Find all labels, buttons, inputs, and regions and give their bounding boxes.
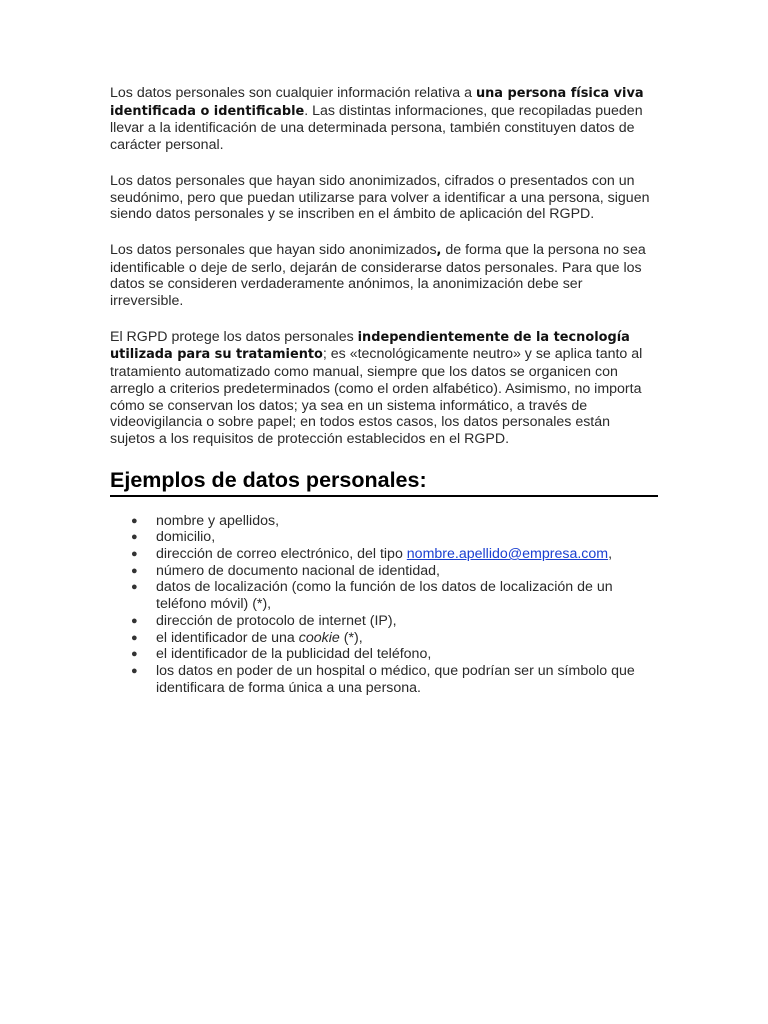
text-segment: ; es «tecnológicamente neutro» y se aplica tanto al tratamiento automatizado como manual, siempre que los datos se organicen con arreglo a criterios predeterminados (como el orden alfabético). Asimismo, no importa cómo se conservan los datos; ya sea en un sistema informático, a través de videovigilancia o sobre papel; en todos estos casos, los datos personales están sujetos a los requisitos de protección establecidos en el RGPD. — [110, 346, 643, 447]
text-segment: Los datos personales que hayan sido anonimizados — [110, 241, 437, 258]
bullet-icon: ● — [131, 531, 138, 544]
text-segment: número de documento nacional de identidad, — [156, 562, 440, 579]
examples-list — [110, 513, 658, 697]
text-segment: el identificador de la publicidad del teléfono, — [156, 646, 432, 663]
text-segment: Los datos personales que hayan sido anonimizados, cifrados o presentados con un seudónimo, pero que puedan utilizarse para volver a identificar a una persona, siguen siendo datos personales y se inscriben en el ámbito de aplicación del RGPD. — [110, 172, 650, 223]
paragraph — [110, 329, 658, 448]
bullet-icon: ● — [131, 614, 138, 627]
italic-text: cookie — [298, 629, 340, 646]
list-item — [110, 646, 658, 663]
paragraph — [110, 173, 658, 223]
bullet-icon: ● — [131, 548, 138, 561]
bullet-icon: ● — [131, 648, 138, 661]
text-segment: (*), — [339, 629, 363, 646]
text-segment: los datos en poder de un hospital o médico, que podrían ser un símbolo que identificara de forma única a una persona. — [156, 662, 635, 696]
text-segment: nombre y apellidos, — [156, 512, 280, 529]
list-item — [110, 529, 658, 546]
bullet-icon: ● — [131, 664, 138, 677]
text-segment: El RGPD protege los datos personales — [110, 328, 358, 345]
text-segment: . Las distintas informaciones, que recopiladas pueden llevar a la identificación de una determinada persona, también constituyen datos de carácter personal. — [110, 102, 643, 154]
bold-text: independientemente de la tecnología utilizada para su tratamiento — [110, 329, 630, 363]
bold-text: , — [436, 242, 442, 258]
body-text — [110, 85, 658, 448]
text-segment: dirección de correo electrónico, del tipo — [156, 546, 407, 563]
paragraph — [110, 242, 658, 310]
list-item — [110, 613, 658, 630]
bullet-icon: ● — [131, 564, 138, 577]
paragraph — [110, 85, 658, 154]
section-heading: Ejemplos de datos personales: — [110, 467, 658, 497]
bullet-icon: ● — [131, 514, 138, 527]
text-segment: de forma que la persona no sea identificable o deje de serlo, dejarán de considerarse datos personales. Para que los datos se consideren verdaderamente anónimos, la anonimización debe ser irreversible. — [110, 241, 646, 310]
text-segment: datos de localización (como la función de los datos de localización de un teléfono móvil) (*), — [156, 579, 613, 613]
email-link[interactable]: nombre.apellido@empresa.com — [406, 546, 609, 563]
list-item — [110, 546, 658, 563]
document-page — [110, 85, 658, 696]
list-item — [110, 513, 658, 530]
text-segment: dirección de protocolo de internet (IP), — [156, 612, 397, 629]
text-segment: domicilio, — [156, 529, 216, 546]
bullet-icon: ● — [131, 581, 138, 594]
list-item — [110, 663, 658, 696]
text-segment: , — [608, 546, 613, 563]
bold-text: una persona física viva identificada o identificable — [110, 86, 644, 119]
list-item — [110, 563, 658, 580]
bullet-icon: ● — [131, 631, 138, 644]
text-segment: Los datos personales son cualquier información relativa a — [110, 85, 476, 101]
list-item — [110, 579, 658, 612]
text-segment: el identificador de una — [156, 629, 299, 646]
list-item — [110, 630, 658, 647]
